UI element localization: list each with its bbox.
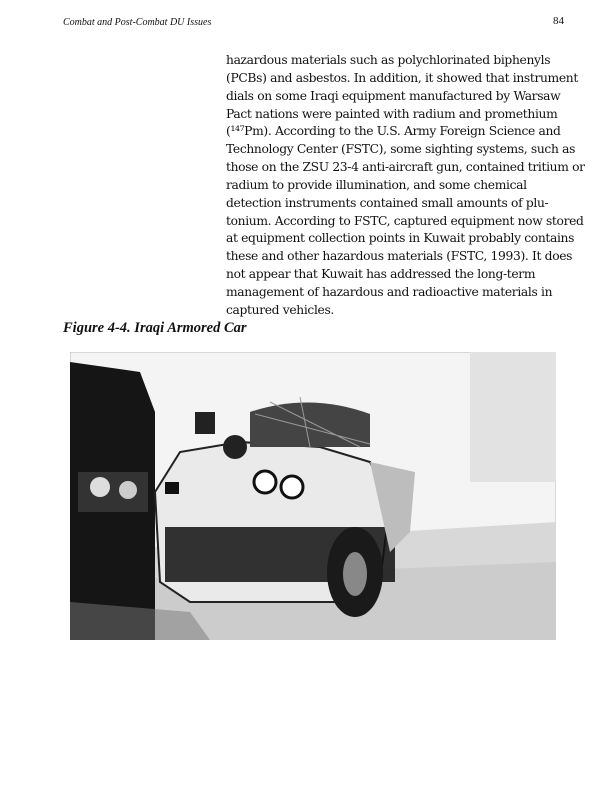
figure-caption: Figure 4-4. Iraqi Armored Car [63,320,247,336]
running-header: Combat and Post-Combat DU Issues [63,17,212,28]
text-line: dials on some Iraqi equipment manufactured by Warsaw [226,88,561,103]
text-line: hazardous materials such as polychlorinated biphenyls [226,53,551,67]
text-line: Technology Center (FSTC), some sighting systems, such as [226,142,576,157]
text-line: these and other hazardous materials (FSTC, 1993). It does [226,249,573,264]
text-line: detection instruments contained small amounts of plu- [226,195,549,210]
text-line: (¹⁴⁷Pm). According to the U.S. Army Foreign Science and [226,124,561,139]
body-paragraph [226,52,606,320]
page-number: 84 [553,15,564,27]
armored-car-photo [70,352,556,640]
text-line: at equipment collection points in Kuwait probably contains [226,231,575,246]
text-line: Pact nations were painted with radium and promethium [226,106,558,121]
text-line: those on the ZSU 23-4 anti-aircraft gun, contained tritium or [226,160,585,175]
text-line: captured vehicles. [226,302,334,317]
text-line: tonium. According to FSTC, captured equipment now stored [226,213,584,228]
text-line: (PCBs) and asbestos. In addition, it showed that instrument [226,70,578,85]
text-line: radium to provide illumination, and some chemical [226,177,527,192]
text-line: management of hazardous and radioactive materials in [226,284,553,299]
text-line: not appear that Kuwait has addressed the long-term [226,267,536,282]
